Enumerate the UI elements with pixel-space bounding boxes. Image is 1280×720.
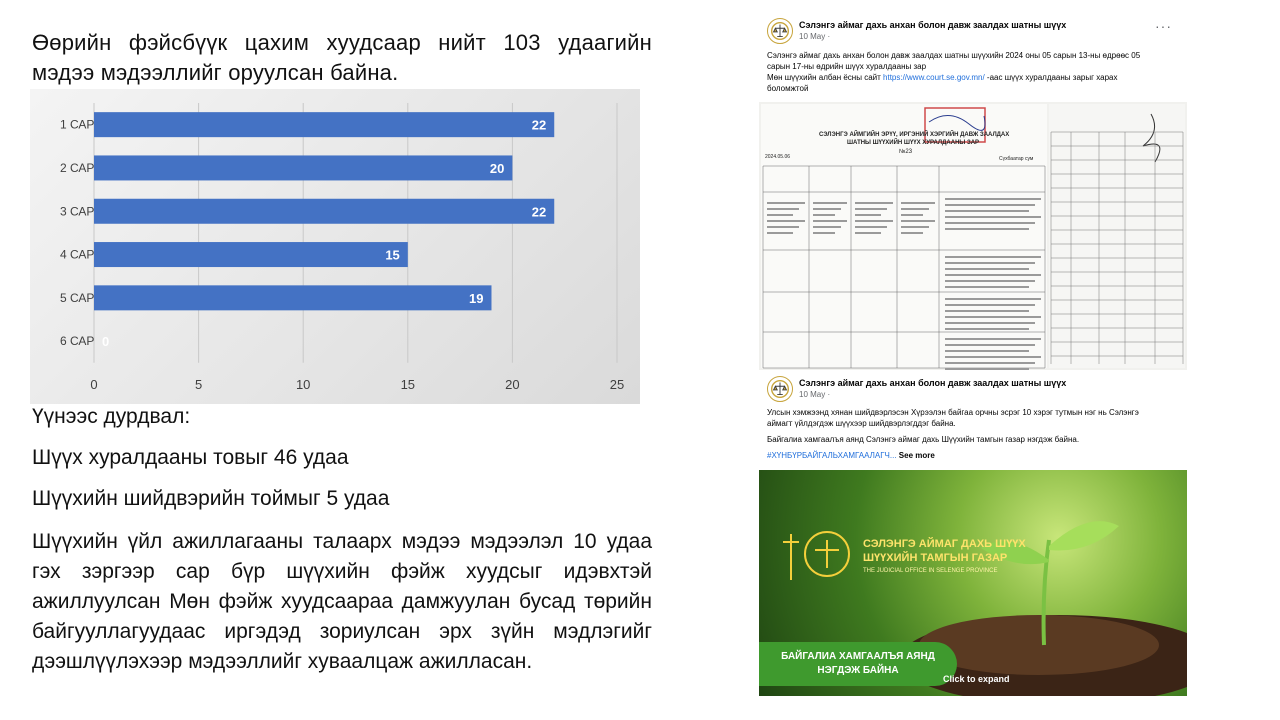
doc-place: Сүхбаатар сум [999, 156, 1034, 162]
category-label: 4 САР [60, 247, 95, 262]
court-office-subtitle: THE JUDICIAL OFFICE IN SELENGE PROVINCE [863, 568, 998, 574]
breakdown-body: Шүүхийн үйл ажиллагааны талаарх мэдээ мэдээлэл 10 удаа гэх зэргээр сар бүр шүүхийн фэйж хуудсыг идэвхтэй ажиллуулсан Мөн фэйж хуудсаараа дамжуулан бусад төрийн байгууллагуудаас иргэдэд зориулсан эрх зүйн мэдлэгийг дээшлүүлэхээр мэдээллийг хуваалцаж ажилласан. [32, 530, 652, 673]
data-label: 22 [531, 204, 547, 220]
chart-svg [30, 89, 640, 404]
breakdown-item-decisions: Шүүхийн шийдвэрийн тоймыг 5 удаа [32, 487, 390, 510]
category-label: 3 САР [60, 204, 95, 219]
court-office-title-line2: ШҮҮХИЙН ТАМГЫН ГАЗАР [863, 552, 1008, 564]
data-label: 20 [489, 160, 505, 176]
bar [94, 112, 554, 137]
x-tick-label: 10 [295, 377, 311, 392]
doc-title-line2: ШАТНЫ ШҮҮХИЙН ШҮҮХ ХУРАЛДААНЫ ЗАР [847, 140, 980, 146]
x-tick-label: 5 [194, 377, 203, 392]
bar [94, 242, 408, 267]
more-dots-icon[interactable]: ··· [1155, 18, 1172, 34]
post-text: Улсын хэмжээнд хянан шийдвэрлэсэн Хүрээлэн байгаа орчны эсрэг 10 хэрэг тутмын нэг нь Сэлэнгэ аймагт үйлдэгдэж шүүхээр шийдвэрлэгддэг байна. Байгалиа хамгаалъя аянд Сэлэнгэ аймаг дахь Шүүхийн тамгын газар нэгдэж байна. #ХҮНБҮРБАЙГАЛЬХАМГААЛАГЧ... See more [767, 408, 1139, 460]
doc-number: №23 [899, 149, 913, 155]
post-date[interactable]: 10 May · [799, 32, 831, 41]
facebook-post-hearing-schedule [759, 12, 1187, 370]
post-page-name[interactable]: Сэлэнгэ аймаг дахь анхан болон давж заалдах шатны шүүх [799, 378, 1067, 388]
campaign-banner: БАЙГАЛИА ХАМГААЛЪЯ АЯНД НЭГДЭЖ БАЙНА [759, 642, 957, 686]
environment-campaign-image[interactable] [759, 470, 1187, 696]
category-label: 6 САР [60, 334, 95, 349]
court-site-link[interactable]: https://www.court.se.gov.mn/ [883, 73, 985, 82]
x-tick-label: 15 [400, 377, 416, 392]
hearing-schedule-image[interactable] [759, 102, 1187, 370]
x-tick-label: 0 [90, 377, 98, 392]
category-label: 5 САР [60, 290, 95, 305]
bar [94, 199, 554, 224]
breakdown-item-hearing: Шүүх хуралдааны товыг 46 удаа [32, 446, 349, 469]
x-tick-label: 20 [505, 377, 520, 392]
post-date[interactable]: 10 May · [799, 390, 831, 399]
doc-title-line1: СЭЛЭНГЭ АЙМГИЙН ЭРҮҮ, ИРГЭНИЙ ХЭРГИЙН ДАВЖ ЗААЛДАХ [819, 132, 1010, 138]
hashtag-link[interactable]: #ХҮНБҮРБАЙГАЛЬХАМГААЛАГЧ... [767, 451, 897, 460]
post-page-name[interactable]: Сэлэнгэ аймаг дахь анхан болон давж заалдах шатны шүүх [799, 20, 1067, 30]
court-emblem-icon[interactable] [767, 376, 793, 402]
data-label: 0 [102, 334, 110, 350]
category-label: 2 САР [60, 160, 95, 175]
data-label: 19 [469, 290, 484, 306]
data-label: 22 [531, 117, 547, 133]
headline-text: Өөрийн фэйсбүүк цахим хуудсаар нийт 103 удаагийн мэдээ мэдээллийг оруулсан байна. [32, 30, 652, 85]
monthly-posts-chart [30, 89, 640, 404]
click-to-expand-label[interactable]: Click to expand [943, 674, 1010, 684]
data-label: 15 [385, 247, 400, 263]
doc-date: 2024.05.06 [765, 154, 791, 160]
bar [94, 285, 491, 310]
category-label: 1 САР [60, 117, 95, 132]
see-more-link[interactable]: See more [898, 451, 935, 460]
breakdown-intro: Үүнээс дурдвал: [32, 405, 191, 428]
bar [94, 155, 512, 180]
x-tick-label: 25 [609, 377, 625, 392]
post-text: Сэлэнгэ аймаг дахь анхан болон давж заалдах шатны шүүхийн 2024 оны 05 сарын 13-ны өдрөөс 05 сарын 17-ны өдрийн шүүх хуралдааны зар Мөн шүүхийн албан ёсны сайт https://www.court.se.gov.mn/ -аас шүүх хуралдааны зарыг харах боломжтой [767, 51, 1141, 93]
court-office-title-line1: СЭЛЭНГЭ АЙМАГ ДАХЬ ШҮҮХ [863, 538, 1026, 550]
facebook-post-environment [759, 370, 1187, 698]
court-emblem-icon[interactable] [767, 18, 793, 44]
